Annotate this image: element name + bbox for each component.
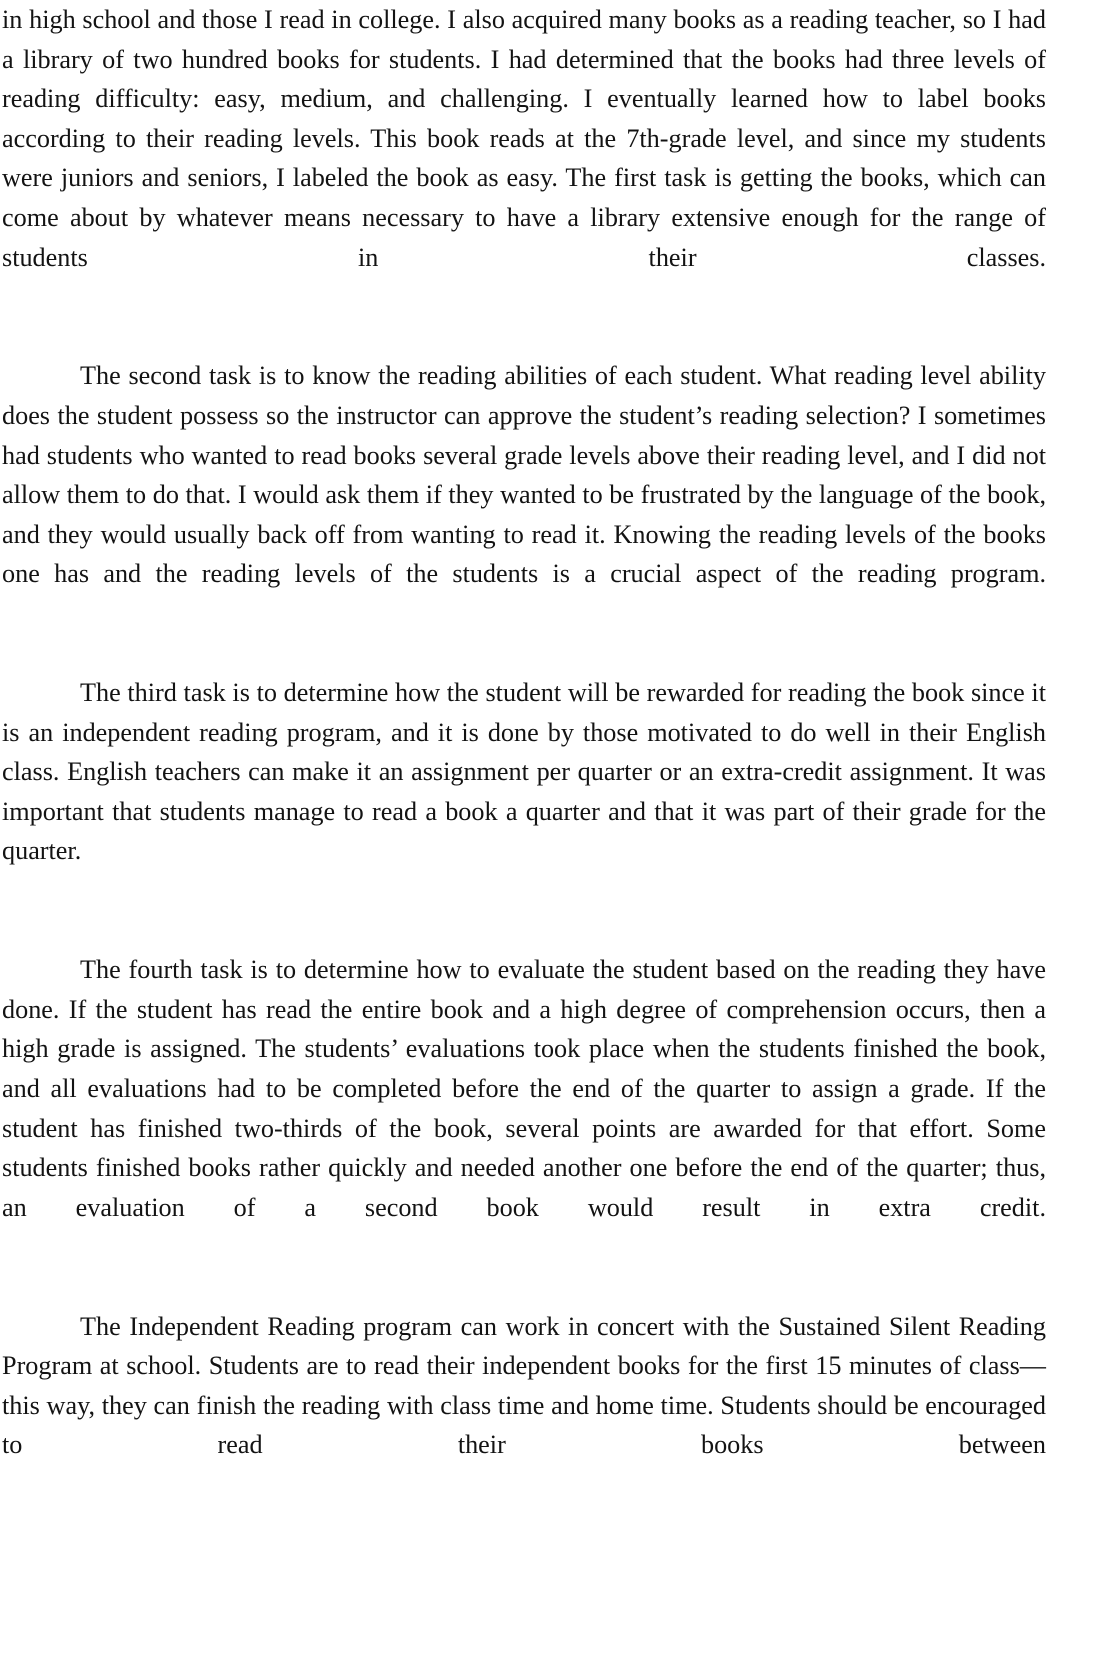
paragraph-4: The fourth task is to determine how to evaluate the student based on the reading they have done. If the student has read the entire book and a high degree of comprehension occurs, then a high grade is assigned. The students’ evaluations took place when the students finished the book, and all evaluations had to be completed before the end of the quarter to assign a grade. If the student has finished two-thirds of the book, several points are awarded for that effort. Some students finished books rather quickly and needed another one before the end of the quarter; thus, an evaluation of a second book would result in extra credit. [2, 955, 1046, 1222]
document-body [2, 0, 1046, 1505]
paragraph-2: The second task is to know the reading abilities of each student. What reading level ability does the student possess so the instructor can approve the student’s reading selection? I sometimes had students who wanted to read books several grade levels above their reading level, and I did not allow them to do that. I would ask them if they wanted to be frustrated by the language of the book, and they would usually back off from wanting to read it. Knowing the reading levels of the books one has and the reading levels of the students is a crucial aspect of the reading program. [2, 361, 1046, 589]
paragraph-3: The third task is to determine how the student will be rewarded for reading the book since it is an independent reading program, and it is done by those motivated to do well in their English class. English teachers can make it an assignment per quarter or an extra-credit assignment. It was important that students manage to read a book a quarter and that it was part of their grade for the quarter. [2, 678, 1046, 866]
paragraph-1: in high school and those I read in college. I also acquired many books as a reading teacher, so I had a library of two hundred books for students. I had determined that the books had three levels of reading difficulty: easy, medium, and challenging. I eventually learned how to label books according to their reading levels. This book reads at the 7th-grade level, and since my students were juniors and seniors, I labeled the book as easy. The first task is getting the books, which can come about by whatever means necessary to have a library extensive enough for the range of students in their classes. [2, 5, 1046, 272]
paragraph-5: The Independent Reading program can work in concert with the Sustained Silent Reading Program at school. Students are to read their independent books for the first 15 minutes of class—this way, they can finish the reading with class time and home time. Students should be encouraged to read their books between [2, 1311, 1046, 1460]
